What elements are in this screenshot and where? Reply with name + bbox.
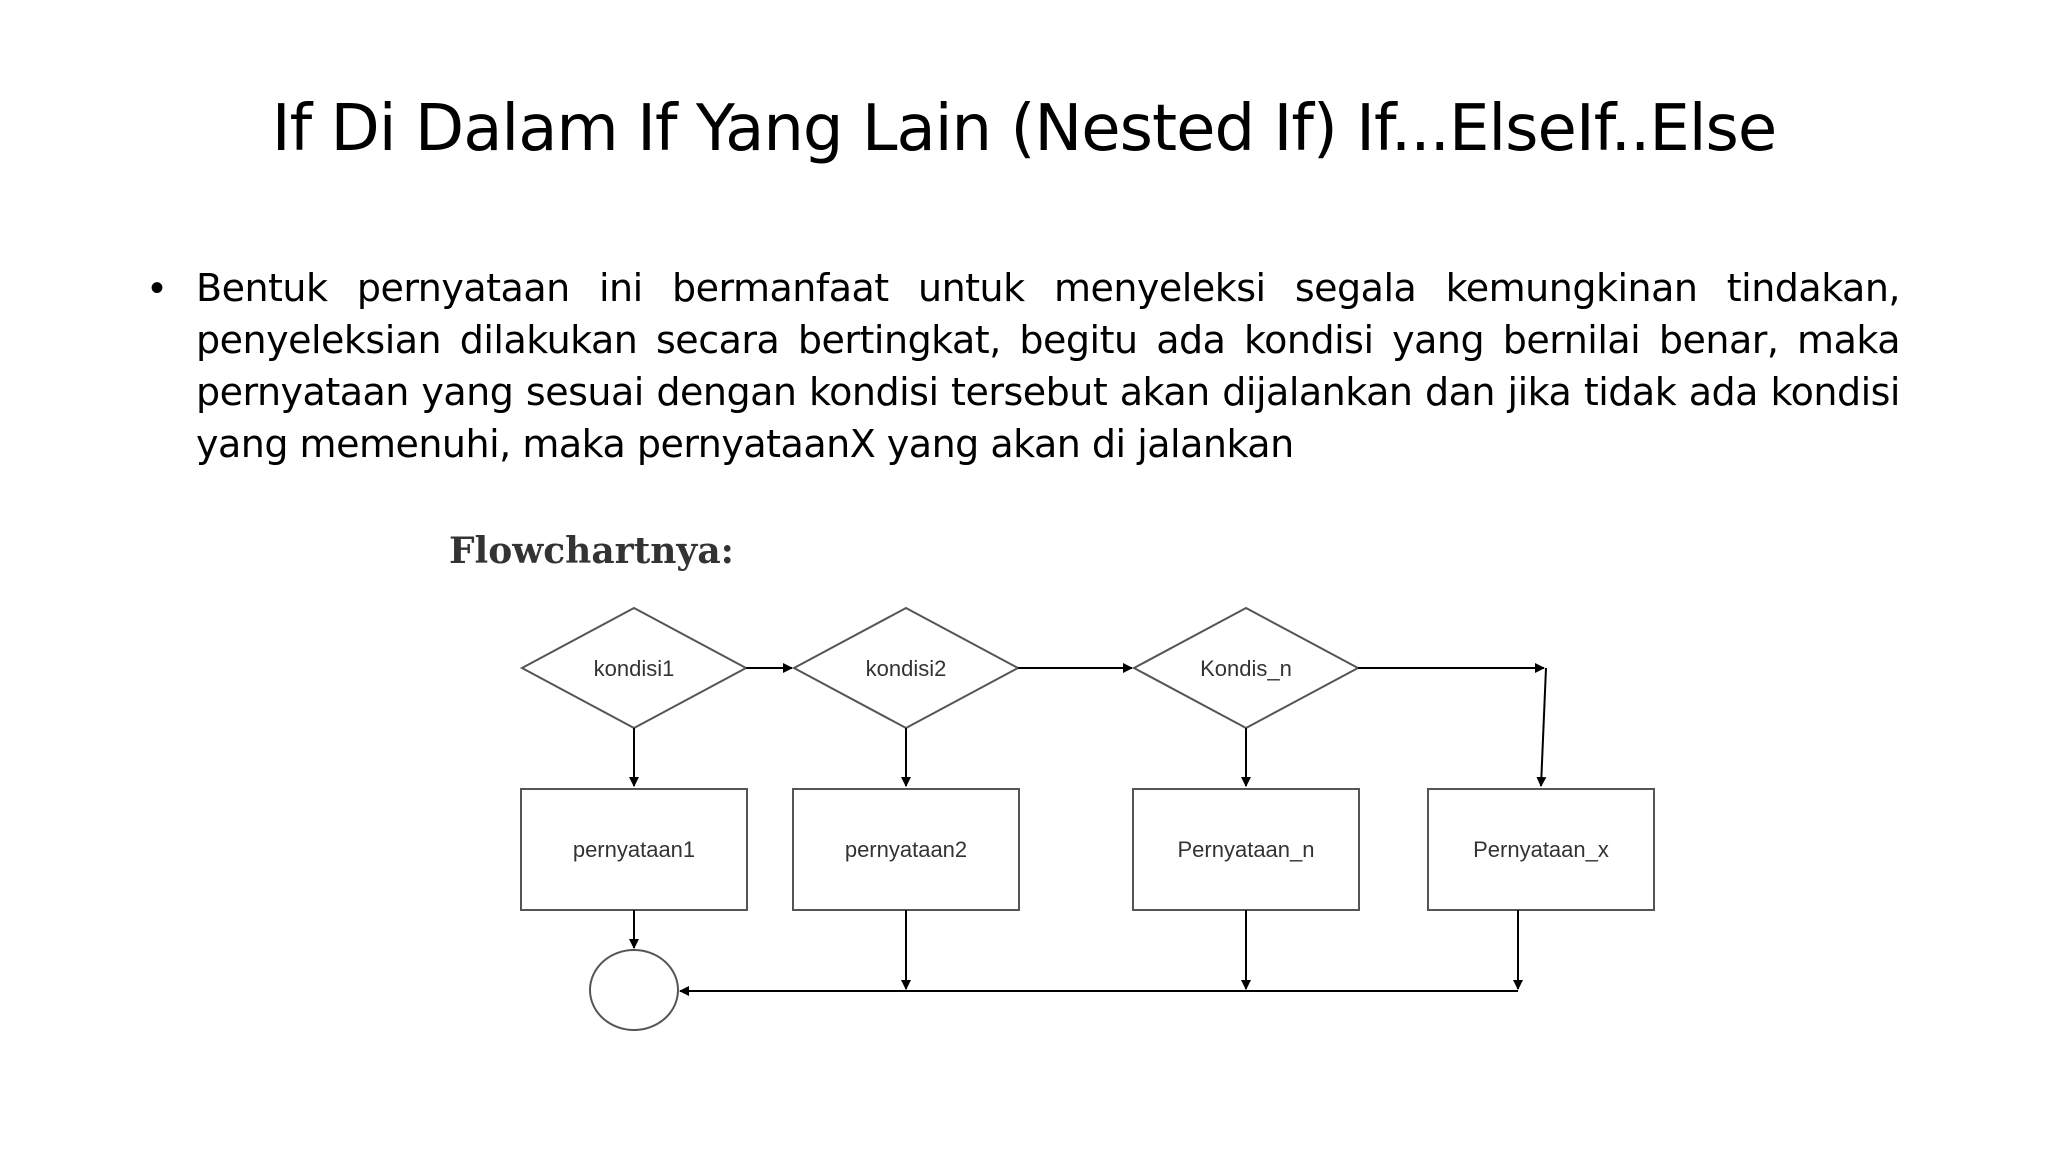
end-terminator — [590, 950, 678, 1030]
decision-kondisi-n-label: Kondis_n — [1200, 656, 1292, 681]
slide-title: If Di Dalam If Yang Lain (Nested If) If...ElseIf..Else — [271, 92, 1777, 166]
arrow-else-to-pernyataan-x — [1541, 668, 1546, 786]
flowchart-heading: Flowchartnya: — [449, 530, 734, 572]
bullet-paragraph: Bentuk pernyataan ini bermanfaat untuk menyeleksi segala kemungkinan tindakan, penyeleksian dilakukan secara bertingkat, begitu ada kondisi yang bernilai benar, maka pernyataan yang sesuai dengan kondisi tersebut akan dijalankan dan jika tidak ada kondisi yang memenuhi, maka pernyataanX yang akan di jalankan — [196, 266, 1900, 466]
process-pernyataan1-label: pernyataan1 — [572, 837, 696, 862]
process-pernyataan-n-label: Pernyataan_n — [1177, 837, 1315, 862]
process-pernyataan2-label: pernyataan2 — [844, 837, 968, 862]
decision-kondisi2-label: kondisi2 — [865, 656, 947, 681]
process-pernyataan-x-label: Pernyataan_x — [1473, 837, 1609, 862]
decision-kondisi1-label: kondisi1 — [593, 656, 675, 681]
bullet-dot: • — [150, 266, 165, 310]
